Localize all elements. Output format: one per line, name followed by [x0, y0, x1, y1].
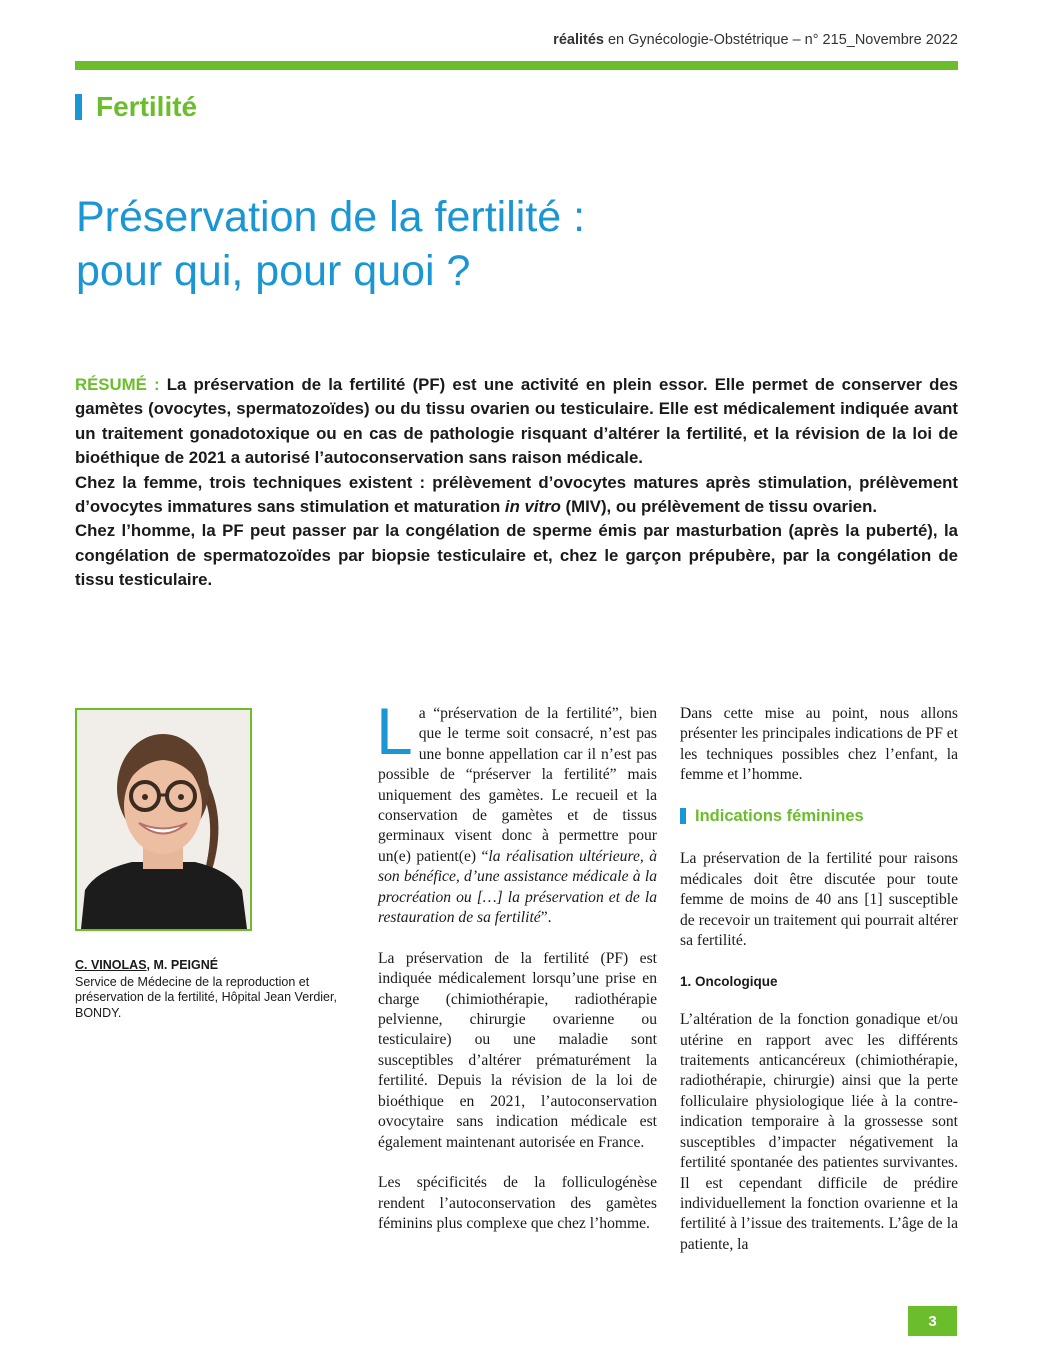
abstract-para-3: Chez l’homme, la PF peut passer par la congélation de sperme émis par masturbation (après la puberté), la congélation de spermatozoïdes par biopsie testiculaire et, chez le garçon prépubère, par la congélation de tissu testiculaire. — [75, 521, 958, 590]
page-number: 3 — [908, 1306, 957, 1336]
subheading-oncologique: 1. Oncologique — [680, 973, 778, 989]
journal-name: réalités — [553, 32, 604, 48]
paragraph-overview: Dans cette mise au point, nous allons présenter les principales indications de PF et les techniques possibles chez l’enfant, la femme et l’homme. — [680, 705, 959, 784]
abstract — [75, 373, 958, 593]
abstract-text-2a: Chez la femme, trois techniques existent : prélèvement d’ovocytes matures après stimulation, prélèvement d’ovocytes immatures sans stimulation et maturation — [75, 472, 958, 517]
author-2: M. PEIGNÉ — [153, 958, 219, 972]
author-names — [75, 958, 345, 974]
author-photo — [75, 708, 252, 931]
journal-issue: en Gynécologie-Obstétrique – n° 215_Novembre 2022 — [603, 32, 958, 48]
intro-paragraph — [376, 694, 658, 928]
section-label — [75, 90, 197, 124]
drop-cap: L — [376, 694, 413, 768]
text-column-1 — [376, 694, 658, 1255]
subheading-marker — [680, 808, 686, 824]
title-line-2: pour qui, pour quoi ? — [76, 247, 471, 295]
journal-header — [75, 32, 958, 48]
abstract-text-1: La préservation de la fertilité (PF) est une activité en plein essor. Elle permet de conserver des gamètes (ovocytes, spermatozoïdes) ou du tissu ovarien ou testiculaire. Elle est médicalement indiquée avant un traitement gonadotoxique ou en cas de pathologie risquant d’altérer la fertilité, et la révision de la loi de bioéthique de 2021 a autorisé l’autoconservation sans raison médicale. — [75, 375, 958, 468]
author-affiliation: Service de Médecine de la reproduction et préservation de la fertilité, Hôpital Jean Verdier, BONDY. — [75, 974, 337, 1020]
intro-text-b: ”. — [540, 909, 552, 927]
intro-text-a: a “préservation de la fertilité”, bien que le terme soit consacré, n’est pas une bonne appellation car il n’est pas possible de “préserver la fertilité” mais uniquement des gamètes. Le recueil et la conservation de gamètes et de tissus germinaux visent donc à permettre pour un(e) patient(e) “ — [378, 705, 657, 865]
paragraph-folliculogenese: Les spécificités de la folliculogénèse rendent l’autoconservation des gamètes féminins plus complexe que chez l’homme. — [378, 1174, 657, 1233]
author-separator: , — [146, 958, 154, 972]
paragraph-oncologique: L’altération de la fonction gonadique et/ou utérine en rapport avec les différents traitements anticancéreux (chimiothérapie, radiothérapie, chirurgie) ainsi que la perte folliculaire physiologique liée à la contre-indication temporaire à la grossesse sont susceptibles d’impacter négativement la fertilité spontanée des patientes survivantes. Il est cependant difficile de prédire individuellement la fonction ovarienne et la fertilité à l’issue des traitements. L’âge de la patiente, la — [680, 1011, 958, 1253]
subheading-text: Indications féminines — [695, 807, 864, 826]
abstract-para-1 — [75, 373, 958, 471]
abstract-label: RÉSUMÉ : — [75, 375, 160, 394]
intro-quote: la réalisation ultérieure, à son bénéfice, d’une assistance médicale à la procréation ou […] la préservation et de la restauration de sa fertilité — [378, 847, 658, 927]
header-rule — [75, 61, 958, 70]
paragraph-indication: La préservation de la fertilité (PF) est indiquée médicalement lorsqu’une prise en charge (chimiothérapie, radiothérapie pelvienne, chirurgie ovarienne ou testiculaire) ou une maladie sont susceptibles d’altérer prématurément la fertilité. Depuis la révision de la loi de bioéthique en 2021, l’autoconservation ovocytaire sans indication médicale est également maintenant autorisée en France. — [378, 949, 657, 1151]
abstract-para-2 — [75, 471, 958, 520]
title-line-1: Préservation de la fertilité : — [76, 193, 586, 241]
section-title: Fertilité — [96, 91, 198, 122]
subheading-indications — [680, 806, 958, 826]
article-title — [76, 190, 956, 298]
paragraph-indications: La préservation de la fertilité pour raisons médicales doit être discutée pour toute femme de moins de 40 ans [1] susceptible de recevoir un traitement qui pourrait altérer sa fertilité. — [680, 850, 958, 950]
abstract-italic: in vitro — [504, 497, 561, 517]
author-1: C. VINOLAS — [75, 958, 147, 972]
section-marker — [75, 94, 82, 120]
author-portrait-illustration — [77, 710, 250, 929]
abstract-text-2b: (MIV), ou prélèvement de tissu ovarien. — [560, 497, 877, 517]
text-column-2 — [680, 704, 958, 1276]
author-block — [75, 958, 345, 1021]
